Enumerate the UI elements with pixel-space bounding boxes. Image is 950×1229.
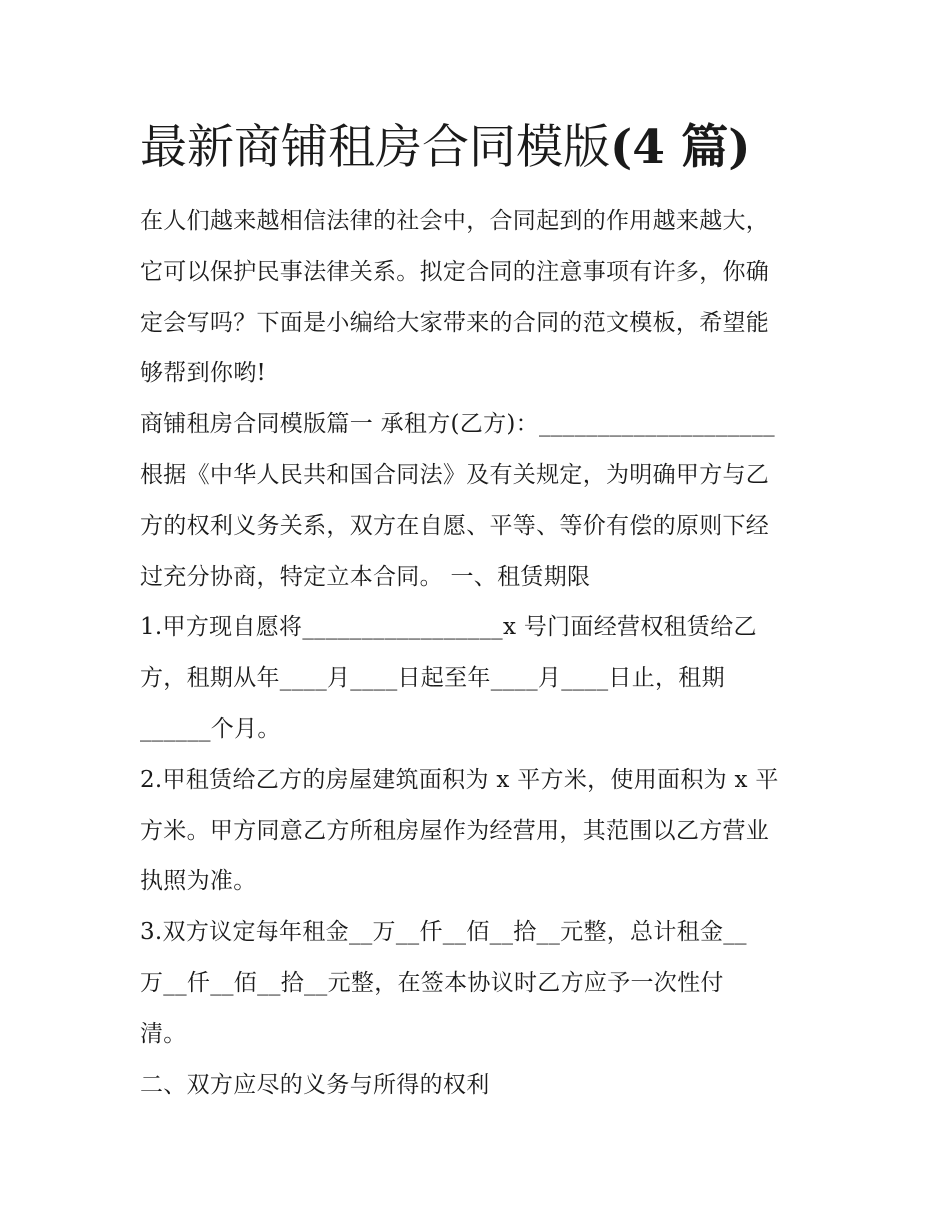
- text-line: 2.甲租赁给乙方的房屋建筑面积为 x 平方米，使用面积为 x 平: [140, 766, 779, 793]
- title-suffix: (4 篇): [610, 120, 751, 175]
- text-line: 定会写吗？下面是小编给大家带来的合同的范文模板，希望能: [140, 309, 770, 336]
- text-line: 方，租期从年____月____日起至年____月____日止，租期: [140, 665, 725, 692]
- text-line: 3.双方议定每年租金__万__仟__佰__拾__元整，总计租金__: [140, 919, 747, 946]
- document-title: [140, 112, 820, 184]
- text-line: 方米。甲方同意乙方所租房屋作为经营用，其范围以乙方营业: [140, 817, 770, 844]
- document-page: [140, 112, 820, 1110]
- text-line: 商铺租房合同模版篇一 承租方(乙方)：____________________: [140, 411, 775, 438]
- text-line: 1.甲方现自愿将_________________x 号门面经营权租赁给乙: [140, 614, 757, 641]
- text-line: 万__仟__佰__拾__元整，在签本协议时乙方应予一次性付: [140, 969, 724, 996]
- text-line: 过充分协商，特定立本合同。 一、租赁期限: [140, 563, 591, 590]
- text-line: 够帮到你哟!: [140, 360, 267, 387]
- text-line: 根据《中华人民共和国合同法》及有关规定，为明确甲方与乙: [140, 461, 770, 488]
- text-line: 清。: [140, 1020, 187, 1047]
- text-line: 它可以保护民事法律关系。拟定合同的注意事项有许多，你确: [140, 258, 770, 285]
- text-line: 执照为准。: [140, 868, 257, 895]
- text-line: ______个月。: [140, 715, 281, 742]
- title-main: 最新商铺租房合同模版: [140, 120, 610, 175]
- section-heading: 二、双方应尽的义务与所得的权利: [140, 1071, 490, 1098]
- text-line: 在人们越来越相信法律的社会中，合同起到的作用越来越大，: [140, 208, 770, 234]
- document-body: [140, 196, 820, 1110]
- text-line: 方的权利义务关系，双方在自愿、平等、等价有偿的原则下经: [140, 512, 770, 539]
